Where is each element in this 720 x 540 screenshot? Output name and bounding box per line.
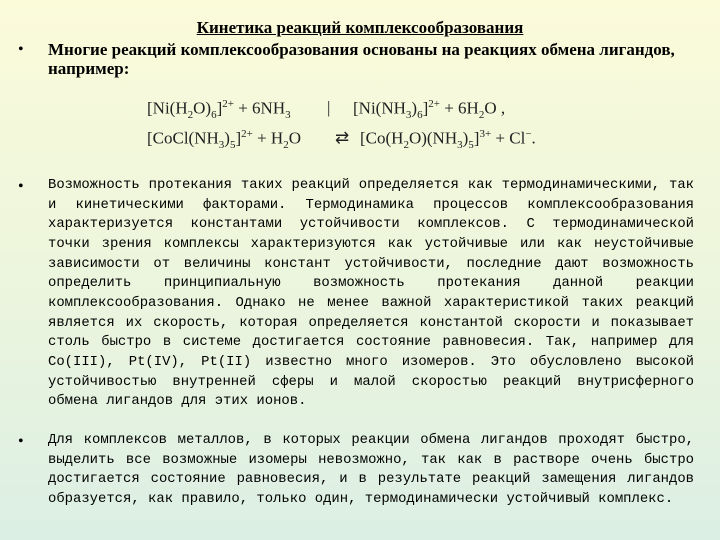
- equation-2-left: $[CoCl(NH_3)_5]^{2+} + H_2O$: [147, 128, 301, 152]
- intro-text: Многие реакций комплексообразования основаны на реакциях обмена лигандов, например:: [48, 40, 675, 78]
- paragraph-1: Возможность протекания таких реакций определяется как термодинамическими, так и кинетическими факторами. Термодинамика процессов комплексообразования характеризуется константами устойчивости комплексов. С термодинамической точки зрения комплексы характеризуются как устойчивые или как неустойчивые зависимости от величины констант устойчивости, последние дают возможность определить принципиальную возможность протекания данной реакции комплексообразования. Однако не менее важной характеристикой таких реакций является их скорость, которая определяется константой скорости и показывает столь быстро в системе достигается состояние равновесия. Так, например для Co(III), Pt(IV), Pt(II) известно много изомеров. Это обусловлено высокой устойчивостью внутренней сферы и малой скоростью реакций внутрисферного обмена лигандов для этих ионов.: [48, 177, 694, 410]
- bullet-3: •: [18, 433, 24, 450]
- equation-2-right: $[Co(H_2O)(NH_3)_5]^{3+} + Cl^-$.: [360, 128, 536, 152]
- equation-1-right: $[Ni(NH_3)_6]^{2+} + 6H_2O$ ,: [353, 98, 506, 122]
- slide-title: Кинетика реакций комплексообразования: [196, 18, 524, 37]
- equation-2-arrow: ⇄: [335, 128, 350, 147]
- paragraph-2: Для комплексов металлов, в которых реакции обмена лигандов проходят быстро, выделить все возможные изомеры невозможно, так как в растворе очень быстро достигается состояние равновесия, и в результате реакций замещения лигандов образуется, как правило, только один, термодинамически устойчивый комплекс.: [48, 432, 694, 507]
- equation-1-arrow: |: [327, 98, 331, 117]
- equation-1-left: $[Ni(H_2O)_6]^{2+} + 6NH_3$: [147, 98, 291, 122]
- bullet-2: •: [18, 178, 24, 195]
- bullet-1: •: [18, 41, 24, 58]
